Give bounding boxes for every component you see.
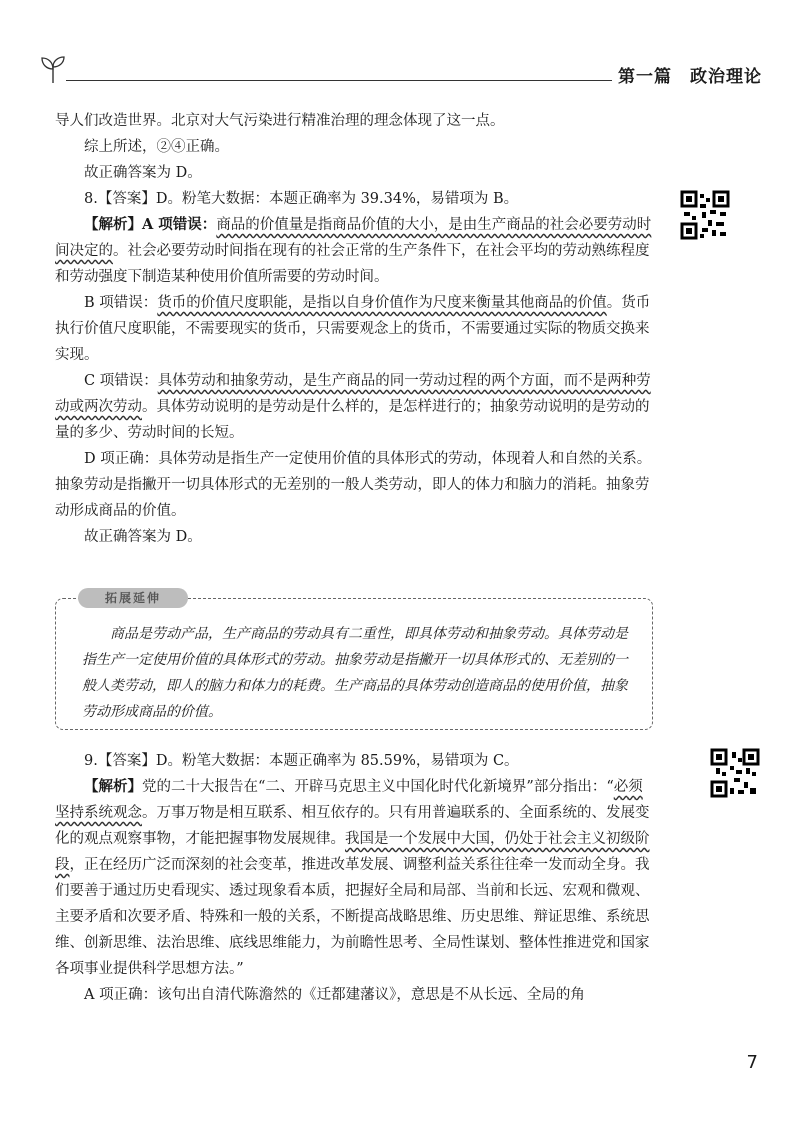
q8-analysis-c: C 项错误：具体劳动和抽象劳动，是生产商品的同一劳动过程的两个方面，而不是两种劳动或两次劳动。具体劳动说明的是劳动是什么样的，是怎样进行的；抽象劳动说明的是劳动的量的多少、劳动时间的长短。 bbox=[55, 373, 651, 441]
paragraph: 导人们改造世界。北京对大气污染进行精准治理的理念体现了这一点。 bbox=[55, 113, 505, 129]
qr-code-icon[interactable] bbox=[710, 748, 760, 798]
header-rule bbox=[66, 80, 612, 81]
q8-answer: 8.【答案】D。粉笔大数据：本题正确率为 39.34%，易错项为 B。 bbox=[84, 191, 519, 207]
q9-analysis: 【解析】党的二十大报告在“二、开辟马克思主义中国化时代化新境界”部分指出：“必须坚持系统观念。万事万物是相互联系、相互依存的。只有用普遍联系的、全面系统的、发展变化的观点观察事物，才能把握事物发展规律。我国是一个发展中大国，仍处于社会主义初级阶段，正在经历广泛而深刻的社会变革，推进改革发展、调整利益关系往往牵一发而动全身。我们要善于通过历史看现实、透过现象看本质，把握好全局和局部、当前和长远、宏观和微观、主要矛盾和次要矛盾、特殊和一般的关系，不断提高战略思维、历史思维、辩证思维、系统思维、创新思维、法治思维、底线思维能力，为前瞻性思考、全局性谋划、整体性推进党和国家各项事业提供科学思想方法。” bbox=[55, 778, 650, 977]
sprout-icon bbox=[40, 55, 66, 85]
running-header bbox=[40, 55, 762, 95]
paragraph: 故正确答案为 D。 bbox=[84, 165, 202, 181]
page-number: 7 bbox=[746, 1052, 758, 1073]
note-tag: 拓展延伸 bbox=[78, 588, 188, 608]
q9-option-a: A 项正确：该句出自清代陈澹然的《迁都建藩议》，意思是不从长远、全局的角 bbox=[84, 987, 585, 1003]
q8-analysis-b: B 项错误：货币的价值尺度职能，是指以自身价值作为尺度来衡量其他商品的价值。货币执行价值尺度职能，不需要现实的货币，只需要观念上的货币，不需要通过实际的物质交换来实现。 bbox=[55, 295, 651, 363]
q8-analysis-a: 【解析】A 项错误：商品的价值量是指商品价值的大小，是由生产商品的社会必要劳动时间决定的。社会必要劳动时间指在现有的社会正常的生产条件下，在社会平均的劳动熟练程度和劳动强度下制造某种使用价值所需要的劳动时间。 bbox=[55, 216, 652, 285]
main-text-lower bbox=[55, 748, 655, 1008]
q9-answer: 9.【答案】D。粉笔大数据：本题正确率为 85.59%，易错项为 C。 bbox=[84, 753, 519, 769]
q8-conclusion: 故正确答案为 D。 bbox=[84, 529, 202, 545]
paragraph: 综上所述，②④正确。 bbox=[84, 139, 229, 155]
extension-note-box bbox=[55, 591, 653, 730]
main-text-upper bbox=[55, 108, 655, 550]
qr-code-icon[interactable] bbox=[680, 190, 730, 240]
section-title: 第一篇 政治理论 bbox=[618, 67, 762, 87]
q8-analysis-d: D 项正确：具体劳动是指生产一定使用价值的具体形式的劳动，体现着人和自然的关系。抽象劳动是指撇开一切具体形式的无差别的一般人类劳动，即人的体力和脑力的消耗。抽象劳动形成商品的价值。 bbox=[55, 451, 652, 519]
note-body: 商品是劳动产品，生产商品的劳动具有二重性，即具体劳动和抽象劳动。具体劳动是指生产一定使用价值的具体形式的劳动。抽象劳动是指撇开一切具体形式的、无差别的一般人类劳动，即人的脑力和体力的耗费。生产商品的具体劳动创造商品的使用价值，抽象劳动形成商品的价值。 bbox=[82, 626, 628, 720]
